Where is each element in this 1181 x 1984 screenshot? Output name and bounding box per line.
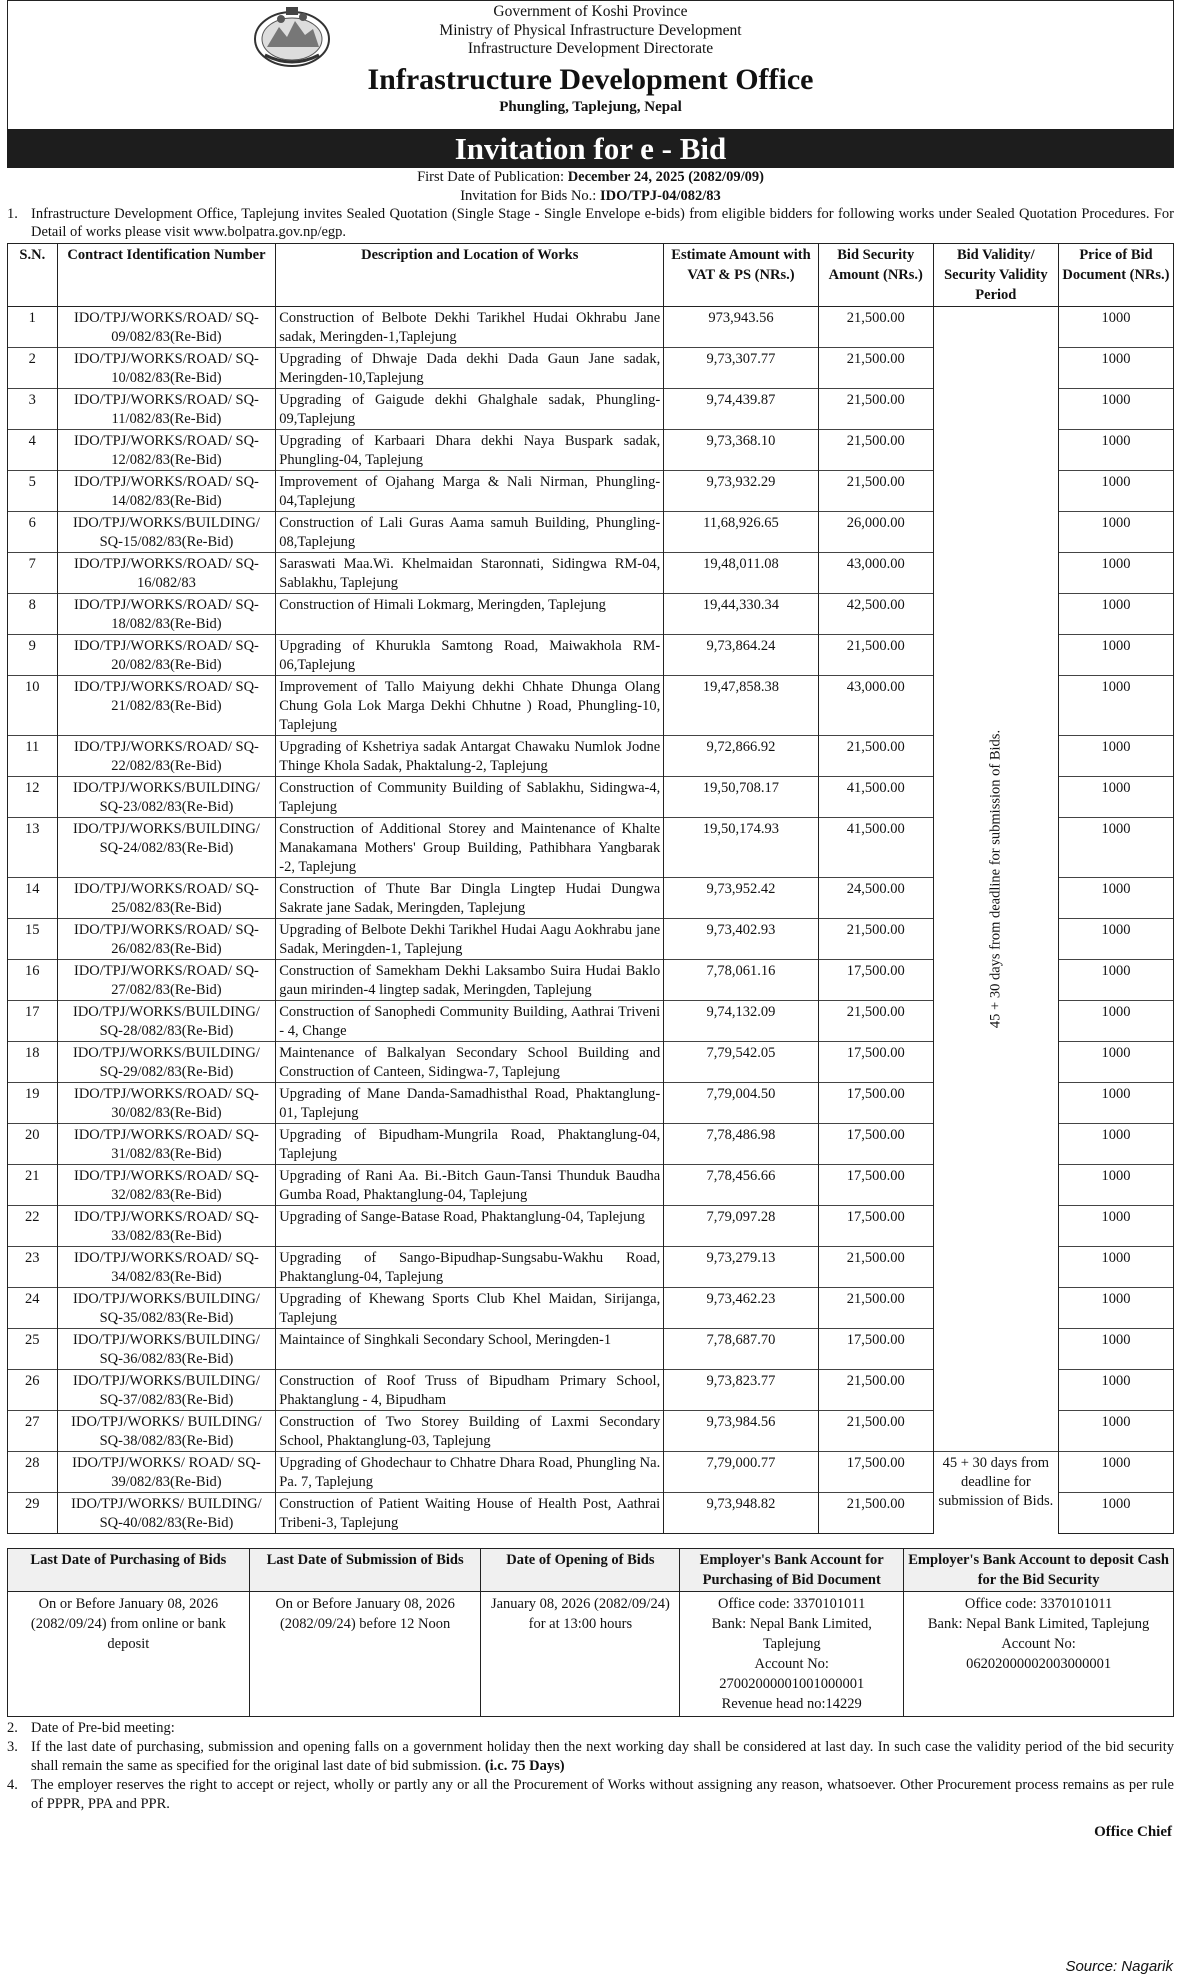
row-bid-security: 17,500.00 [818, 960, 933, 1001]
masthead [7, 0, 1174, 129]
row-description: Construction of Himali Lokmarg, Meringden, Taplejung [276, 594, 664, 635]
row-description: Construction of Samekham Dekhi Laksambo Suira Hudai Baklo gaun mirinden-4 lingtep sadak, Meringden, Taplejung [276, 960, 664, 1001]
row-bid-security: 21,500.00 [818, 635, 933, 676]
note-text: If the last date of purchasing, submission and opening falls on a government holiday then the next working day shall be considered at last day. In such case the validity period of the bid security shall remain the same as specified for the original last date of bid submission. [31, 1739, 1174, 1774]
row-description: Maintenance of Balkalyan Secondary School Building and Construction of Canteen, Sidingwa-7, Taplejung [276, 1042, 664, 1083]
row-price: 1000 [1058, 471, 1173, 512]
row-estimate: 9,73,952.42 [664, 878, 819, 919]
header-bank-security: Employer's Bank Account to deposit Cash for the Bid Security [904, 1549, 1174, 1592]
row-sn: 28 [8, 1452, 58, 1493]
row-contract-id: IDO/TPJ/WORKS/BUILDING/ SQ-29/082/83(Re-Bid) [57, 1042, 276, 1083]
row-estimate: 7,79,542.05 [664, 1042, 819, 1083]
row-estimate: 11,68,926.65 [664, 512, 819, 553]
row-estimate: 9,73,402.93 [664, 919, 819, 960]
row-price: 1000 [1058, 878, 1173, 919]
row-bid-security: 42,500.00 [818, 594, 933, 635]
row-description: Upgrading of Sange-Batase Road, Phaktanglung-04, Taplejung [276, 1206, 664, 1247]
row-description: Construction of Roof Truss of Bipudham Primary School, Phaktanglung - 4, Bipudham [276, 1370, 664, 1411]
row-estimate: 19,50,174.93 [664, 818, 819, 878]
row-contract-id: IDO/TPJ/WORKS/BUILDING/ SQ-37/082/83(Re-Bid) [57, 1370, 276, 1411]
works-table [7, 243, 1174, 1534]
row-contract-id: IDO/TPJ/WORKS/ROAD/ SQ-26/082/83(Re-Bid) [57, 919, 276, 960]
row-sn: 3 [8, 389, 58, 430]
note-item [7, 1738, 1174, 1776]
row-price: 1000 [1058, 1206, 1173, 1247]
row-description: Construction of Belbote Dekhi Tarikhel Hudai Okhrabu Jane sadak, Meringden-1,Taplejung [276, 307, 664, 348]
notice-banner: Invitation for e - Bid [7, 129, 1174, 168]
row-bid-security: 21,500.00 [818, 1493, 933, 1534]
row-contract-id: IDO/TPJ/WORKS/ROAD/ SQ-33/082/83(Re-Bid) [57, 1206, 276, 1247]
row-contract-id: IDO/TPJ/WORKS/ROAD/ SQ-21/082/83(Re-Bid) [57, 676, 276, 736]
last-submission-date: On or Before January 08, 2026 (2082/09/24) before 12 Noon [249, 1592, 481, 1717]
note-bold: (i.c. 75 Days) [484, 1758, 565, 1774]
row-sn: 10 [8, 676, 58, 736]
row-sn: 15 [8, 919, 58, 960]
row-description: Upgrading of Gaigude dekhi Ghalghale sadak, Phungling-09,Taplejung [276, 389, 664, 430]
row-description: Upgrading of Mane Danda-Samadhisthal Road, Phaktanglung-01, Taplejung [276, 1083, 664, 1124]
validity-merged-cell [933, 307, 1058, 1452]
row-contract-id: IDO/TPJ/WORKS/ROAD/ SQ-10/082/83(Re-Bid) [57, 348, 276, 389]
row-bid-security: 26,000.00 [818, 512, 933, 553]
row-contract-id: IDO/TPJ/WORKS/ROAD/ SQ-09/082/83(Re-Bid) [57, 307, 276, 348]
row-bid-security: 41,500.00 [818, 777, 933, 818]
row-contract-id: IDO/TPJ/WORKS/BUILDING/ SQ-15/082/83(Re-Bid) [57, 512, 276, 553]
row-description: Upgrading of Bipudham-Mungrila Road, Phaktanglung-04, Taplejung [276, 1124, 664, 1165]
row-estimate: 9,73,864.24 [664, 635, 819, 676]
table-row [8, 1452, 1174, 1493]
row-price: 1000 [1058, 736, 1173, 777]
row-description: Improvement of Tallo Maiyung dekhi Chhate Dhunga Olang Chung Gola Lok Marga Dekhi Chhutne ) Road, Phungling-10, Taplejung [276, 676, 664, 736]
note-number: 3. [7, 1739, 18, 1755]
row-price: 1000 [1058, 1493, 1173, 1534]
note-number: 4. [7, 1777, 18, 1793]
row-description: Construction of Sanophedi Community Building, Aathrai Triveni - 4, Change [276, 1001, 664, 1042]
row-estimate: 9,74,439.87 [664, 389, 819, 430]
row-contract-id: IDO/TPJ/WORKS/ROAD/ SQ-34/082/83(Re-Bid) [57, 1247, 276, 1288]
row-estimate: 7,79,097.28 [664, 1206, 819, 1247]
opening-date: January 08, 2026 (2082/09/24) for at 13:00 hours [481, 1592, 680, 1717]
row-sn: 1 [8, 307, 58, 348]
row-contract-id: IDO/TPJ/WORKS/ROAD/ SQ-16/082/83 [57, 553, 276, 594]
row-price: 1000 [1058, 777, 1173, 818]
row-description: Construction of Lali Guras Aama samuh Building, Phungling-08,Taplejung [276, 512, 664, 553]
row-description: Upgrading of Rani Aa. Bi.-Bitch Gaun-Tansi Thunduk Baudha Gumba Road, Phaktanglung-04, Taplejung [276, 1165, 664, 1206]
row-bid-security: 43,000.00 [818, 676, 933, 736]
row-price: 1000 [1058, 818, 1173, 878]
row-sn: 17 [8, 1001, 58, 1042]
row-sn: 20 [8, 1124, 58, 1165]
row-bid-security: 17,500.00 [818, 1124, 933, 1165]
row-contract-id: IDO/TPJ/WORKS/BUILDING/ SQ-23/082/83(Re-Bid) [57, 777, 276, 818]
first-pub-value: December 24, 2025 (2082/09/09) [567, 169, 764, 185]
works-table-header [8, 244, 1174, 307]
header-bank-doc: Employer's Bank Account for Purchasing of Bid Document [680, 1549, 904, 1592]
notes [7, 1719, 1174, 1814]
header-contract-id: Contract Identification Number [57, 244, 276, 307]
source-credit: Source: Nagarik [1065, 1958, 1173, 1975]
row-sn: 13 [8, 818, 58, 878]
row-estimate: 9,73,462.23 [664, 1288, 819, 1329]
row-contract-id: IDO/TPJ/WORKS/ROAD/ SQ-12/082/83(Re-Bid) [57, 430, 276, 471]
government-lines [8, 1, 1173, 59]
row-contract-id: IDO/TPJ/WORKS/ROAD/ SQ-18/082/83(Re-Bid) [57, 594, 276, 635]
row-price: 1000 [1058, 389, 1173, 430]
row-description: Construction of Thute Bar Dingla Lingtep Hudai Dungwa Sakrate jane Sadak, Meringden, Taplejung [276, 878, 664, 919]
header-price: Price of Bid Document (NRs.) [1058, 244, 1173, 307]
row-price: 1000 [1058, 1411, 1173, 1452]
row-sn: 4 [8, 430, 58, 471]
row-sn: 21 [8, 1165, 58, 1206]
row-description: Upgrading of Sango-Bipudhap-Sungsabu-Wakhu Road, Phaktanglung-04, Taplejung [276, 1247, 664, 1288]
row-sn: 12 [8, 777, 58, 818]
row-description: Construction of Community Building of Sablakhu, Sidingwa-4, Taplejung [276, 777, 664, 818]
row-bid-security: 21,500.00 [818, 1247, 933, 1288]
bank-security-account: Office code: 3370101011 Bank: Nepal Bank Limited, Taplejung Account No: 06202000002003000001 [904, 1592, 1174, 1717]
row-price: 1000 [1058, 1042, 1173, 1083]
row-price: 1000 [1058, 553, 1173, 594]
validity-last-cell: 45 + 30 days from deadline for submission of Bids. [933, 1452, 1058, 1534]
row-sn: 6 [8, 512, 58, 553]
row-sn: 16 [8, 960, 58, 1001]
row-price: 1000 [1058, 1165, 1173, 1206]
row-contract-id: IDO/TPJ/WORKS/BUILDING/ SQ-35/082/83(Re-Bid) [57, 1288, 276, 1329]
header-last-purchase: Last Date of Purchasing of Bids [8, 1549, 250, 1592]
row-price: 1000 [1058, 1329, 1173, 1370]
row-price: 1000 [1058, 430, 1173, 471]
bank-doc-account: Office code: 3370101011 Bank: Nepal Bank Limited, Taplejung Account No: 27002000001001000001 Revenue head no:14229 [680, 1592, 904, 1717]
row-description: Improvement of Ojahang Marga & Nali Nirman, Phungling-04,Taplejung [276, 471, 664, 512]
row-sn: 24 [8, 1288, 58, 1329]
header-validity: Bid Validity/ Security Validity Period [933, 244, 1058, 307]
row-bid-security: 21,500.00 [818, 919, 933, 960]
validity-vertical-text: 45 + 30 days from deadline for submission of Bids. [987, 729, 1004, 1029]
row-bid-security: 17,500.00 [818, 1083, 933, 1124]
row-estimate: 7,78,456.66 [664, 1165, 819, 1206]
gov-line: Government of Koshi Province [493, 3, 688, 20]
publication-info [7, 168, 1174, 206]
row-estimate: 19,48,011.08 [664, 553, 819, 594]
row-contract-id: IDO/TPJ/WORKS/BUILDING/ SQ-36/082/83(Re-Bid) [57, 1329, 276, 1370]
row-estimate: 19,50,708.17 [664, 777, 819, 818]
row-description: Upgrading of Ghodechaur to Chhatre Dhara Road, Phungling Na. Pa. 7, Taplejung [276, 1452, 664, 1493]
header-last-submission: Last Date of Submission of Bids [249, 1549, 481, 1592]
note-text: Date of Pre-bid meeting: [31, 1720, 175, 1736]
row-description: Upgrading of Karbaari Dhara dekhi Naya Buspark sadak, Phungling-04, Taplejung [276, 430, 664, 471]
row-sn: 29 [8, 1493, 58, 1534]
intro-paragraph [7, 206, 1174, 241]
row-estimate: 9,73,279.13 [664, 1247, 819, 1288]
row-description: Upgrading of Belbote Dekhi Tarikhel Hudai Aagu Aokhrabu jane Sadak, Meringden-1, Taplejung [276, 919, 664, 960]
row-bid-security: 17,500.00 [818, 1452, 933, 1493]
row-price: 1000 [1058, 635, 1173, 676]
row-sn: 26 [8, 1370, 58, 1411]
row-price: 1000 [1058, 919, 1173, 960]
row-contract-id: IDO/TPJ/WORKS/ROAD/ SQ-11/082/83(Re-Bid) [57, 389, 276, 430]
row-contract-id: IDO/TPJ/WORKS/BUILDING/ SQ-24/082/83(Re-Bid) [57, 818, 276, 878]
row-sn: 2 [8, 348, 58, 389]
header-description: Description and Location of Works [276, 244, 664, 307]
row-description: Construction of Patient Waiting House of Health Post, Aathrai Tribeni-3, Taplejung [276, 1493, 664, 1534]
row-sn: 22 [8, 1206, 58, 1247]
row-description: Upgrading of Khurukla Samtong Road, Maiwakhola RM-06,Taplejung [276, 635, 664, 676]
row-sn: 18 [8, 1042, 58, 1083]
row-bid-security: 21,500.00 [818, 1370, 933, 1411]
row-price: 1000 [1058, 1001, 1173, 1042]
row-price: 1000 [1058, 676, 1173, 736]
header-estimate: Estimate Amount with VAT & PS (NRs.) [664, 244, 819, 307]
row-price: 1000 [1058, 307, 1173, 348]
row-bid-security: 21,500.00 [818, 307, 933, 348]
row-price: 1000 [1058, 1247, 1173, 1288]
dates-table [7, 1548, 1174, 1717]
last-purchase-date: On or Before January 08, 2026 (2082/09/24) from online or bank deposit [8, 1592, 250, 1717]
row-description: Construction of Two Storey Building of Laxmi Secondary School, Phaktanglung-03, Taplejung [276, 1411, 664, 1452]
ifb-value: IDO/TPJ-04/082/83 [599, 188, 721, 204]
row-estimate: 9,73,307.77 [664, 348, 819, 389]
row-estimate: 973,943.56 [664, 307, 819, 348]
row-bid-security: 17,500.00 [818, 1042, 933, 1083]
header-opening: Date of Opening of Bids [481, 1549, 680, 1592]
row-sn: 8 [8, 594, 58, 635]
row-sn: 11 [8, 736, 58, 777]
row-sn: 5 [8, 471, 58, 512]
nepal-emblem-icon [251, 5, 333, 69]
row-bid-security: 21,500.00 [818, 736, 933, 777]
row-contract-id: IDO/TPJ/WORKS/ROAD/ SQ-20/082/83(Re-Bid) [57, 635, 276, 676]
row-estimate: 7,78,687.70 [664, 1329, 819, 1370]
ifb-label: Invitation for Bids No.: [460, 188, 597, 204]
row-price: 1000 [1058, 1452, 1173, 1493]
row-estimate: 7,78,486.98 [664, 1124, 819, 1165]
row-estimate: 19,44,330.34 [664, 594, 819, 635]
row-bid-security: 24,500.00 [818, 878, 933, 919]
row-price: 1000 [1058, 1288, 1173, 1329]
row-bid-security: 43,000.00 [818, 553, 933, 594]
row-sn: 14 [8, 878, 58, 919]
row-estimate: 9,73,823.77 [664, 1370, 819, 1411]
row-price: 1000 [1058, 1124, 1173, 1165]
dates-table-row [8, 1592, 1174, 1717]
row-estimate: 7,79,004.50 [664, 1083, 819, 1124]
row-description: Upgrading of Dhwaje Dada dekhi Dada Gaun Jane sadak, Meringden-10,Taplejung [276, 348, 664, 389]
row-bid-security: 21,500.00 [818, 389, 933, 430]
header-bid-security: Bid Security Amount (NRs.) [818, 244, 933, 307]
tender-notice [7, 0, 1174, 1841]
row-estimate: 19,47,858.38 [664, 676, 819, 736]
note-number: 2. [7, 1720, 18, 1736]
row-estimate: 7,79,000.77 [664, 1452, 819, 1493]
row-description: Upgrading of Khewang Sports Club Khel Maidan, Sirijanga, Taplejung [276, 1288, 664, 1329]
row-bid-security: 21,500.00 [818, 1411, 933, 1452]
row-estimate: 9,73,368.10 [664, 430, 819, 471]
row-bid-security: 17,500.00 [818, 1329, 933, 1370]
row-bid-security: 21,500.00 [818, 471, 933, 512]
row-bid-security: 21,500.00 [818, 430, 933, 471]
row-contract-id: IDO/TPJ/WORKS/ROAD/ SQ-32/082/83(Re-Bid) [57, 1165, 276, 1206]
row-contract-id: IDO/TPJ/WORKS/ROAD/ SQ-22/082/83(Re-Bid) [57, 736, 276, 777]
row-contract-id: IDO/TPJ/WORKS/ BUILDING/ SQ-40/082/83(Re-Bid) [57, 1493, 276, 1534]
row-description: Construction of Additional Storey and Maintenance of Khalte Manakamana Mothers' Group Building, Pathibhara Yangbarak -2, Taplejung [276, 818, 664, 878]
row-estimate: 9,73,984.56 [664, 1411, 819, 1452]
row-price: 1000 [1058, 960, 1173, 1001]
row-estimate: 9,74,132.09 [664, 1001, 819, 1042]
row-price: 1000 [1058, 512, 1173, 553]
row-sn: 23 [8, 1247, 58, 1288]
row-price: 1000 [1058, 348, 1173, 389]
row-contract-id: IDO/TPJ/WORKS/ROAD/ SQ-30/082/83(Re-Bid) [57, 1083, 276, 1124]
note-item [7, 1719, 1174, 1738]
office-location: Phungling, Taplejung, Nepal [499, 98, 682, 115]
intro-number: 1. [7, 206, 18, 222]
signature: Office Chief [1094, 1824, 1172, 1840]
row-contract-id: IDO/TPJ/WORKS/ROAD/ SQ-27/082/83(Re-Bid) [57, 960, 276, 1001]
row-price: 1000 [1058, 1370, 1173, 1411]
row-description: Maintaince of Singhkali Secondary School, Meringden-1 [276, 1329, 664, 1370]
row-estimate: 9,72,866.92 [664, 736, 819, 777]
header-sn: S.N. [8, 244, 58, 307]
intro-text: Infrastructure Development Office, Taplejung invites Sealed Quotation (Single Stage - Single Envelope e-bids) from eligible bidders for following works under Sealed Quotation Procedures. For Detail of works please visit www.bolpatra.gov.np/egp. [31, 206, 1174, 240]
row-bid-security: 21,500.00 [818, 348, 933, 389]
first-pub-label: First Date of Publication: [417, 169, 565, 185]
gov-line: Ministry of Physical Infrastructure Development [439, 21, 742, 39]
row-sn: 27 [8, 1411, 58, 1452]
row-price: 1000 [1058, 1083, 1173, 1124]
row-bid-security: 17,500.00 [818, 1165, 933, 1206]
gov-line: Infrastructure Development Directorate [467, 40, 714, 57]
row-contract-id: IDO/TPJ/WORKS/ROAD/ SQ-25/082/83(Re-Bid) [57, 878, 276, 919]
table-row [8, 307, 1174, 348]
row-sn: 25 [8, 1329, 58, 1370]
row-sn: 9 [8, 635, 58, 676]
row-description: Upgrading of Kshetriya sadak Antargat Chawaku Numlok Jodne Thinge Khola Sadak, Phaktalung-2, Taplejung [276, 736, 664, 777]
note-item [7, 1776, 1174, 1814]
row-contract-id: IDO/TPJ/WORKS/ ROAD/ SQ-39/082/83(Re-Bid) [57, 1452, 276, 1493]
dates-table-header [8, 1549, 1174, 1592]
row-bid-security: 21,500.00 [818, 1288, 933, 1329]
row-contract-id: IDO/TPJ/WORKS/ROAD/ SQ-14/082/83(Re-Bid) [57, 471, 276, 512]
row-description: Saraswati Maa.Wi. Khelmaidan Staronnati, Sidingwa RM-04, Sablakhu, Taplejung [276, 553, 664, 594]
row-sn: 7 [8, 553, 58, 594]
row-estimate: 9,73,932.29 [664, 471, 819, 512]
note-text: The employer reserves the right to accept or reject, wholly or partly any or all the Procurement of Works without assigning any reason, whatsoever. Other Procurement process remains as per rule of PPPR, PPA and PPR. [31, 1777, 1174, 1812]
row-sn: 19 [8, 1083, 58, 1124]
row-bid-security: 41,500.00 [818, 818, 933, 878]
row-price: 1000 [1058, 594, 1173, 635]
row-contract-id: IDO/TPJ/WORKS/ROAD/ SQ-31/082/83(Re-Bid) [57, 1124, 276, 1165]
office-title: Infrastructure Development Office [367, 62, 814, 96]
row-contract-id: IDO/TPJ/WORKS/BUILDING/ SQ-28/082/83(Re-Bid) [57, 1001, 276, 1042]
row-contract-id: IDO/TPJ/WORKS/ BUILDING/ SQ-38/082/83(Re-Bid) [57, 1411, 276, 1452]
row-bid-security: 17,500.00 [818, 1206, 933, 1247]
row-bid-security: 21,500.00 [818, 1001, 933, 1042]
row-estimate: 7,78,061.16 [664, 960, 819, 1001]
row-estimate: 9,73,948.82 [664, 1493, 819, 1534]
